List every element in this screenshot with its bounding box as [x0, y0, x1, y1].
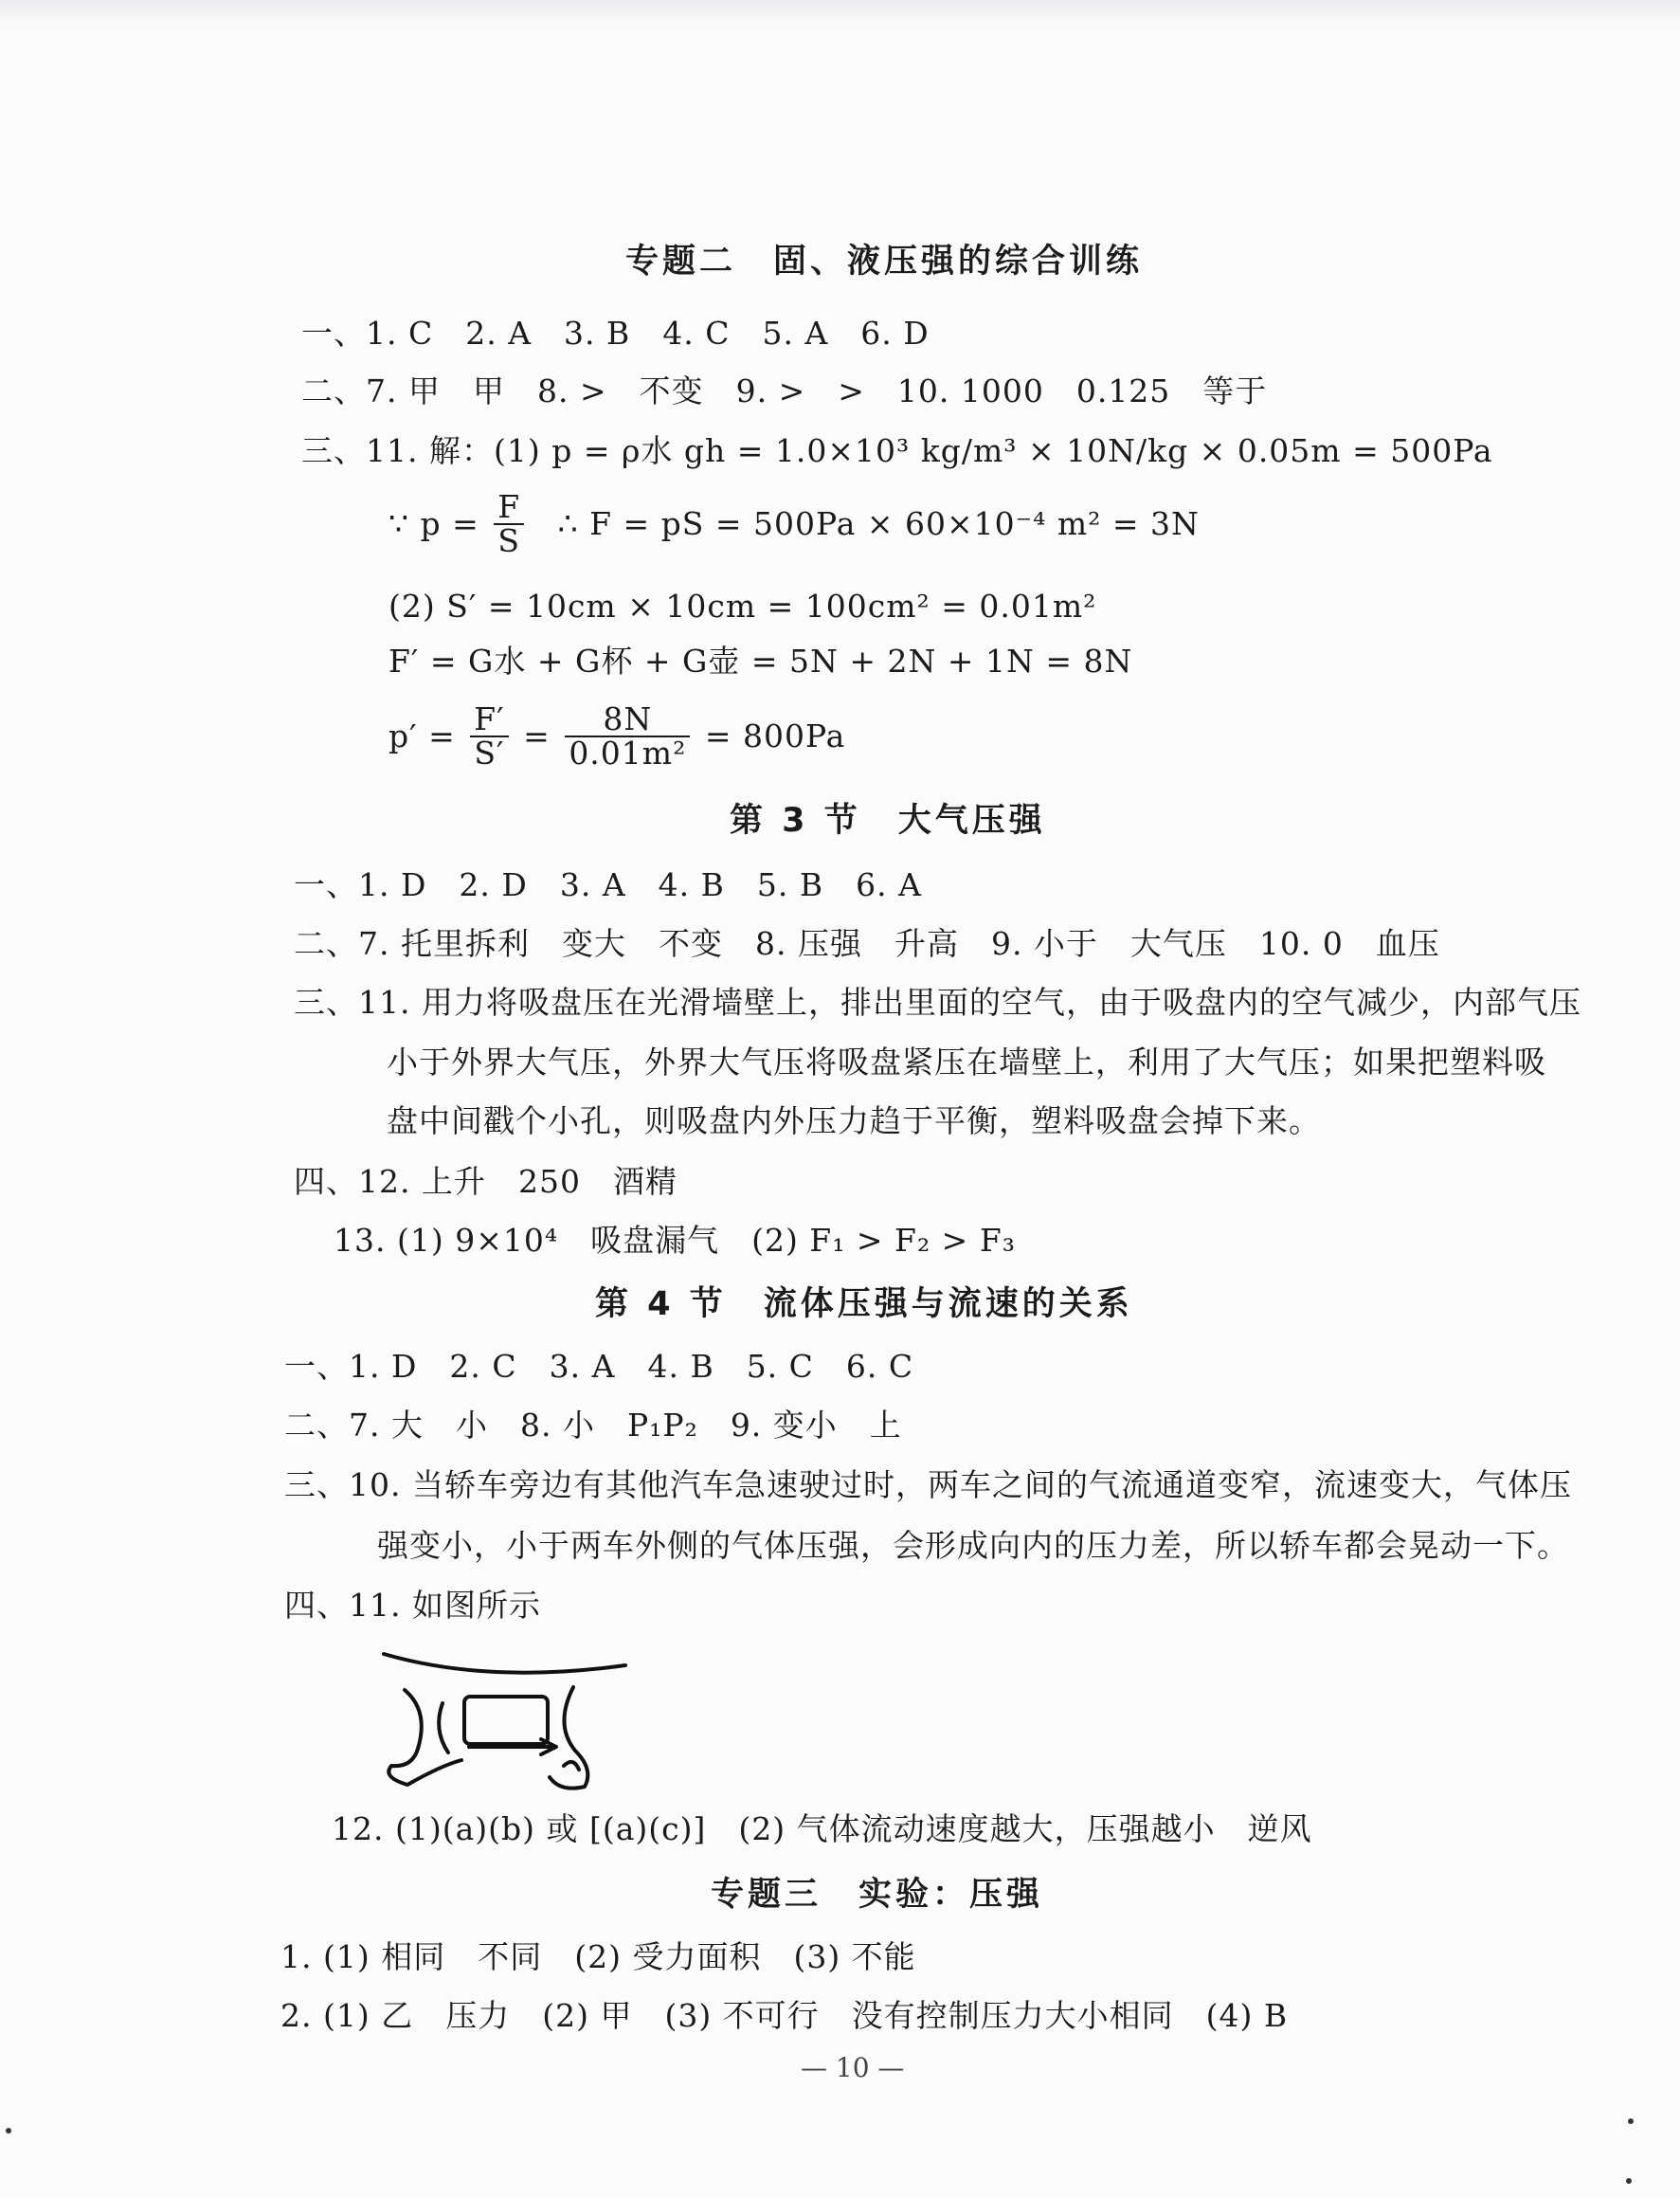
scan-speck: [6, 2128, 11, 2134]
fraction-numerator: 8N: [565, 703, 690, 737]
section-title-section-3: 第 3 节 大气压强: [730, 802, 1046, 840]
fraction-numerator: F′: [470, 703, 508, 737]
fraction-denominator: 0.01m²: [569, 735, 687, 772]
answer-line: 2. (1) 乙 压力 (2) 甲 (3) 不可行 没有控制压力大小相同 (4) B: [280, 1997, 1289, 2034]
section-title-section-4: 第 4 节 流体压强与流速的关系: [595, 1285, 1133, 1323]
answer-line: 四、11. 如图所示: [284, 1587, 541, 1624]
fraction-numerator: F: [494, 491, 524, 525]
section-title-topic-two: 专题二 固、液压强的综合训练: [625, 243, 1144, 281]
answer-line: 一、1. D 2. C 3. A 4. B 5. C 6. C: [284, 1348, 914, 1385]
sketch-car-box: [464, 1697, 548, 1744]
fraction: [494, 488, 524, 559]
scan-speck: [1626, 2178, 1632, 2184]
answer-line: 三、10. 当轿车旁边有其他汽车急速驶过时，两车之间的气流通道变窄，流速变大，气体压: [284, 1466, 1572, 1503]
answer-line: 小于外界大气压，外界大气压将吸盘紧压在墙壁上，利用了大气压；如果把塑料吸: [387, 1044, 1546, 1081]
formula-line: [388, 700, 846, 772]
sketch-left-pillar: [388, 1690, 461, 1785]
answer-line: 三、11. 解：(1) p = ρ水 gh = 1.0×10³ kg/m³ × 10N/kg × 0.05m = 500Pa: [301, 432, 1493, 469]
fraction-denominator: S′: [474, 735, 505, 772]
answer-line: 强变小，小于两车外侧的气体压强，会形成向内的压力差，所以轿车都会晃动一下。: [377, 1527, 1569, 1564]
airflow-sketch-figure: [374, 1644, 630, 1791]
answer-line: 一、1. C 2. A 3. B 4. C 5. A 6. D: [301, 315, 930, 352]
formula-text: p′ =: [388, 718, 456, 754]
formula-text: ∴ F = pS = 500Pa × 60×10⁻⁴ m² = 3N: [557, 505, 1200, 542]
answer-line: 12. (1)(a)(b) 或 [(a)(c)] (2) 气体流动速度越大，压强越小 逆风: [332, 1810, 1312, 1847]
formula-line: (2) S′ = 10cm × 10cm = 100cm² = 0.01m²: [388, 588, 1097, 625]
answer-line: 三、11. 用力将吸盘压在光滑墙壁上，排出里面的空气，由于吸盘内的空气减少，内部气压: [294, 984, 1581, 1021]
sketch-right-pillar: [550, 1687, 587, 1789]
fraction: [565, 700, 690, 772]
formula-text: =: [523, 718, 551, 754]
fraction-denominator: S: [497, 522, 520, 559]
answer-line: 盘中间戳个小孔，则吸盘内外压力趋于平衡，塑料吸盘会掉下来。: [387, 1102, 1321, 1139]
answer-line: 二、7. 托里拆利 变大 不变 8. 压强 升高 9. 小于 大气压 10. 0 血压: [294, 925, 1440, 962]
answer-line: 二、7. 甲 甲 8. > 不变 9. > > 10. 1000 0.125 等于: [301, 372, 1268, 409]
fraction: [470, 700, 508, 772]
sketch-top-curve: [384, 1654, 625, 1673]
sketch-left-stroke: [439, 1703, 448, 1753]
answer-line: 四、12. 上升 250 酒精: [294, 1163, 677, 1200]
formula-line: F′ = G水 + G杯 + G壶 = 5N + 2N + 1N = 8N: [388, 643, 1133, 680]
scan-speck: [1628, 2118, 1634, 2124]
answer-line: 13. (1) 9×10⁴ 吸盘漏气 (2) F₁ > F₂ > F₃: [334, 1222, 1016, 1259]
page-number: — 10 —: [801, 2052, 905, 2083]
formula-line: [388, 488, 1200, 559]
answer-line: 1. (1) 相同 不同 (2) 受力面积 (3) 不能: [280, 1938, 916, 1975]
sketch-right-scribble: [564, 1762, 579, 1770]
answer-line: 二、7. 大 小 8. 小 P₁P₂ 9. 变小 上: [284, 1407, 902, 1444]
scan-edge: [0, 0, 1680, 25]
section-title-topic-three: 专题三 实验：压强: [711, 1876, 1044, 1914]
formula-text: = 800Pa: [704, 718, 846, 754]
answer-line: 一、1. D 2. D 3. A 4. B 5. B 6. A: [294, 866, 922, 903]
formula-text: ∵ p =: [388, 505, 479, 542]
